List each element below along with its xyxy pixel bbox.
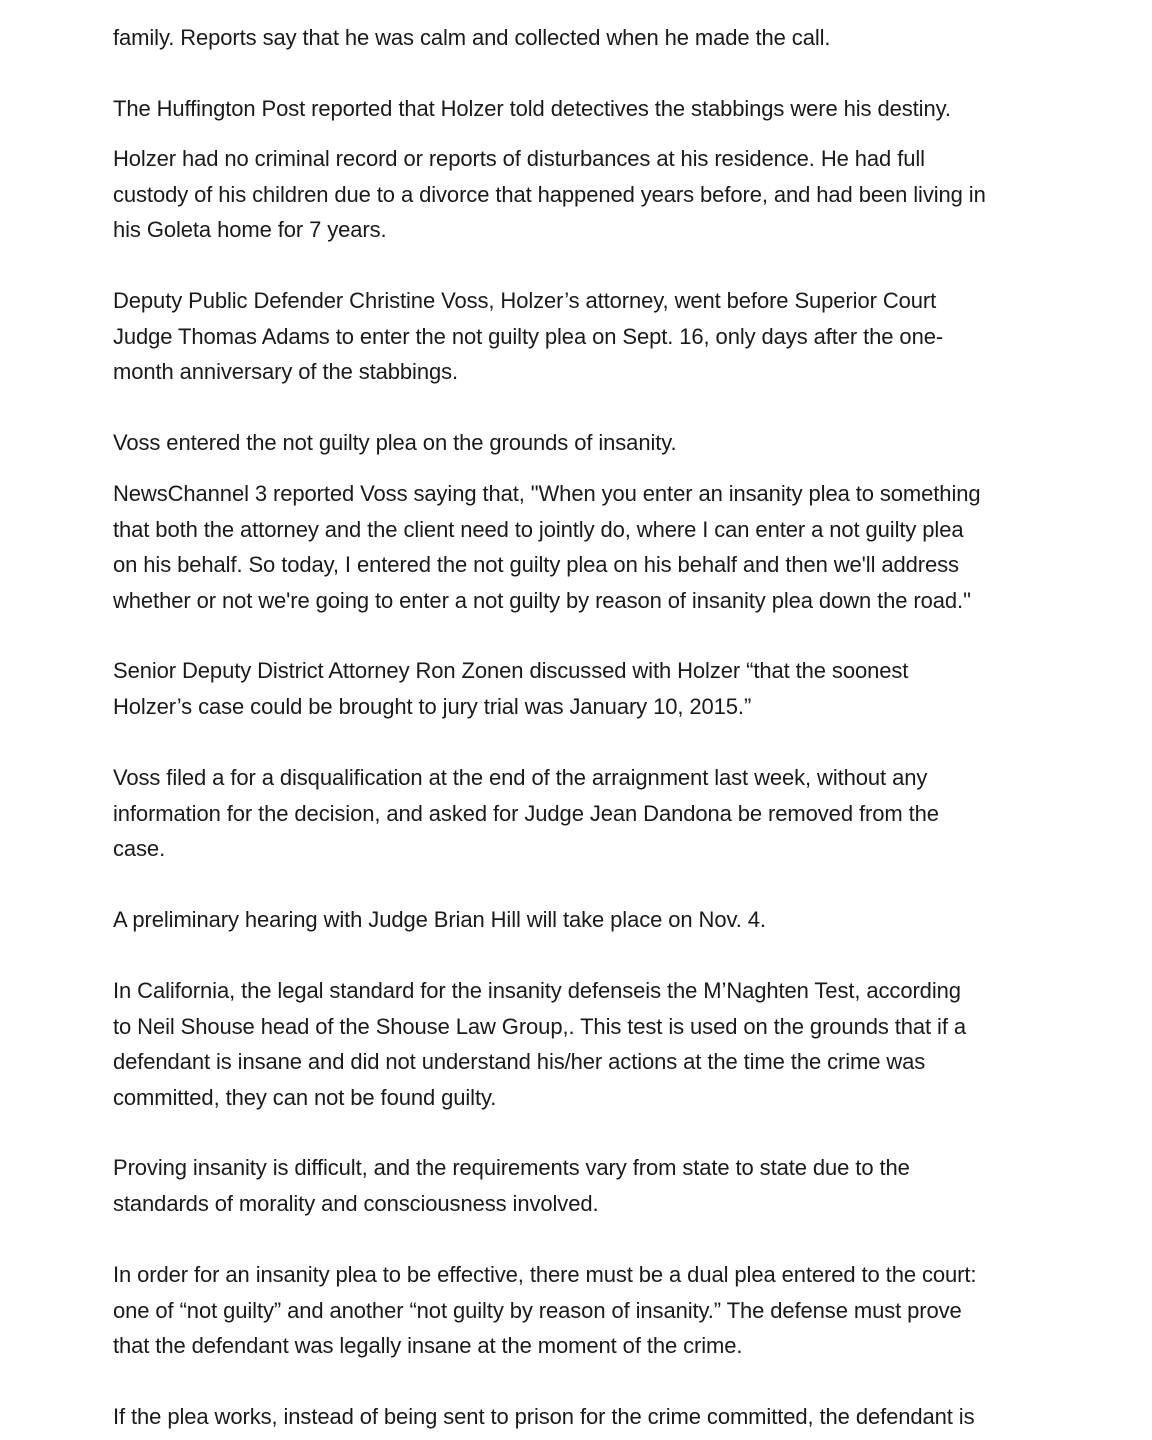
paragraph-10: In California, the legal standard for the insanity defenseis the M’Naghten Test, according to Neil Shouse head of the Shouse Law Group,. This test is used on the grounds that if a defendant is insane and did not understand his/her actions at the time the crime was committed, they can not be found guilty. xyxy=(113,978,967,1110)
paragraph-11: Proving insanity is difficult, and the requirements vary from state to state due to the standards of morality and consciousness involved. xyxy=(113,1155,910,1216)
paragraph-12: In order for an insanity plea to be effective, there must be a dual plea entered to the court: one of “not guilty” and another “not guilty by reason of insanity.” The defense must prove that the defendant was legally insane at the moment of the crime. xyxy=(113,1262,977,1358)
paragraph-5: Voss entered the not guilty plea on the grounds of insanity. xyxy=(113,430,677,455)
paragraph-8: Voss filed a for a disqualification at the end of the arraignment last week, without any information for the decision, and asked for Judge Jean Dandona be removed from the case. xyxy=(113,765,939,861)
paragraph-9: A preliminary hearing with Judge Brian Hill will take place on Nov. 4. xyxy=(113,907,766,932)
paragraph-7: Senior Deputy District Attorney Ron Zonen discussed with Holzer “that the soonest Holzer’s case could be brought to jury trial was January 10, 2015.” xyxy=(113,658,909,719)
paragraph-13: If the plea works, instead of being sent to prison for the crime committed, the defendant is xyxy=(113,1404,975,1429)
paragraph-3: Holzer had no criminal record or reports of disturbances at his residence. He had full custody of his children due to a divorce that happened years before, and had been living in his Goleta home for 7 years. xyxy=(113,146,986,242)
paragraph-1: family. Reports say that he was calm and collected when he made the call. xyxy=(113,25,831,50)
paragraph-4: Deputy Public Defender Christine Voss, Holzer’s attorney, went before Superior Court Judge Thomas Adams to enter the not guilty plea on Sept. 16, only days after the one- month anniversary of the stabbings. xyxy=(113,288,944,384)
paragraph-6: NewsChannel 3 reported Voss saying that, "When you enter an insanity plea to something that both the attorney and the client need to jointly do, where I can enter a not guilty plea on his behalf. So today, I entered the not guilty plea on his behalf and then we'll address whether or not we're going to enter a not guilty by reason of insanity plea down the road." xyxy=(113,481,981,613)
paragraph-2: The Huffington Post reported that Holzer told detectives the stabbings were his destiny. xyxy=(113,96,951,121)
